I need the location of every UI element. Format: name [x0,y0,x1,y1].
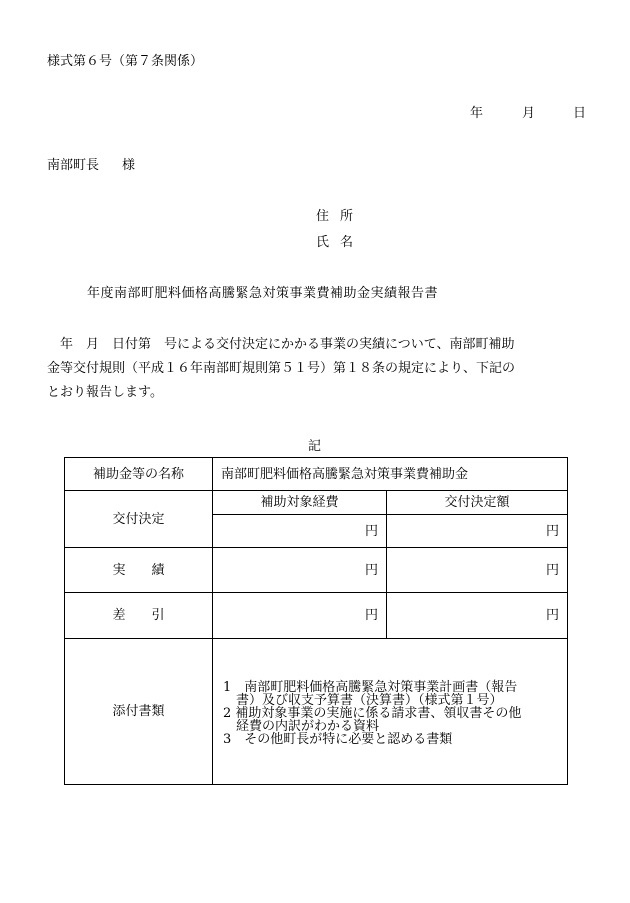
actual-eligible-yen: 円 [213,548,387,593]
attachment-item-3: 3 その他町長が特に必要と認める書類 [223,732,453,747]
body-line: 年 月 日付第 号による交付決定にかかる事業の実績について、南部町補助 [47,337,515,352]
addressee-honorific: 様 [122,158,136,173]
col-header-eligible-cost: 補助対象経費 [213,491,387,515]
applicant-name-label: 氏名 [316,235,365,250]
attachment-item-2: 2 補助対象事業の実施に係る請求書、領収書その他 [223,706,522,721]
attachment-item-1-cont: 書）及び収支予算書（決算書）（様式第１号） [236,693,503,708]
difference-eligible-yen: 円 [213,593,387,639]
attachment-item-2-cont: 経費の内訳がわかる資料 [236,719,380,734]
attachments-list [213,639,568,785]
addressee [47,159,135,172]
difference-amount-yen: 円 [387,593,568,639]
attachment-item-1: 1 南部町肥料価格高騰緊急対策事業計画書（報告 [223,680,518,695]
row-label-decision: 交付決定 [65,491,213,548]
decision-amount-yen: 円 [387,515,568,548]
applicant-address-label: 住所 [316,209,365,224]
actual-amount-yen: 円 [387,548,568,593]
subsidy-name-label: 補助金等の名称 [65,458,213,491]
date-year-label: 年 [470,106,484,121]
ki-heading: 記 [308,439,322,454]
report-table [64,457,568,785]
addressee-name: 南部町長 [47,158,100,173]
row-label-difference: 差 引 [65,593,213,639]
date-month-label: 月 [522,106,536,121]
attachments-label: 添付書類 [65,639,213,785]
date-day-label: 日 [573,106,587,121]
decision-eligible-yen: 円 [213,515,387,548]
body-line: 金等交付規則（平成１６年南部町規則第５１号）第１８条の規定により、下記の [47,361,516,376]
body-paragraph [47,333,587,405]
subsidy-name-value: 南部町肥料価格高騰緊急対策事業費補助金 [213,458,568,491]
col-header-decision-amount: 交付決定額 [387,491,568,515]
document-title: 年度南部町肥料価格高騰緊急対策事業費補助金実績報告書 [87,286,439,301]
row-label-actual: 実 績 [65,548,213,593]
body-line: とおり報告します。 [47,385,163,400]
form-number: 様式第６号（第７条関係） [47,54,204,69]
